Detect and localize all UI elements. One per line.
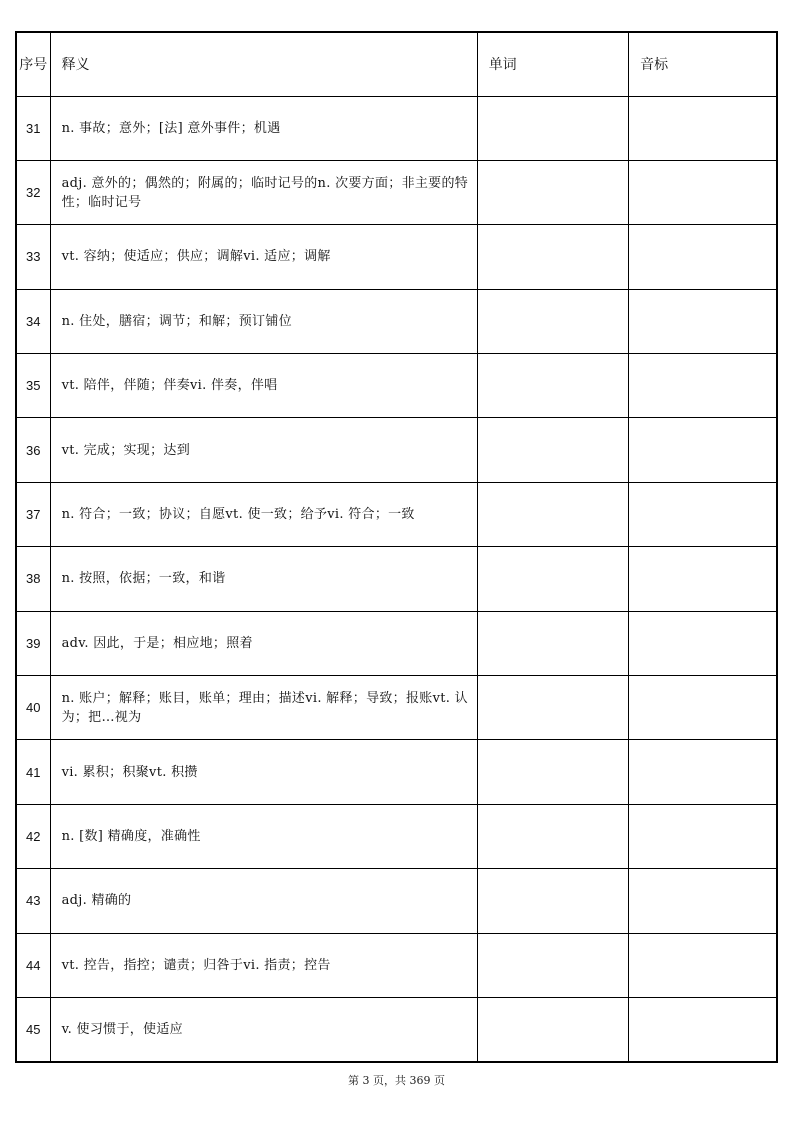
phonetic-input-cell[interactable] (629, 611, 777, 675)
table-row (16, 547, 777, 611)
row-number: 44 (16, 933, 50, 997)
row-definition: adv. 因此，于是；相应地；照着 (50, 611, 477, 675)
phonetic-input-cell[interactable] (629, 740, 777, 804)
phonetic-input-cell[interactable] (629, 160, 777, 224)
word-input-cell[interactable] (477, 804, 628, 868)
table-row (16, 676, 777, 740)
row-number: 31 (16, 96, 50, 160)
row-number: 39 (16, 611, 50, 675)
header-phonetic: 音标 (629, 32, 777, 96)
word-input-cell[interactable] (477, 289, 628, 353)
row-definition: n. [数] 精确度，准确性 (50, 804, 477, 868)
page-number-footer: 第 3 页，共 369 页 (348, 1074, 445, 1087)
table-row (16, 418, 777, 482)
row-number: 45 (16, 997, 50, 1061)
phonetic-input-cell[interactable] (629, 547, 777, 611)
phonetic-input-cell[interactable] (629, 997, 777, 1061)
table-row (16, 611, 777, 675)
phonetic-input-cell[interactable] (629, 869, 777, 933)
row-number: 35 (16, 354, 50, 418)
row-definition: adj. 意外的；偶然的；附属的；临时记号的n. 次要方面；非主要的特性；临时记号 (50, 160, 477, 224)
phonetic-input-cell[interactable] (629, 933, 777, 997)
word-input-cell[interactable] (477, 869, 628, 933)
word-input-cell[interactable] (477, 611, 628, 675)
row-definition: vt. 容纳；使适应；供应；调解vi. 适应；调解 (50, 225, 477, 289)
row-number: 34 (16, 289, 50, 353)
word-input-cell[interactable] (477, 354, 628, 418)
row-definition: vt. 完成；实现；达到 (50, 418, 477, 482)
vocab-table (15, 31, 778, 1063)
table-row (16, 354, 777, 418)
phonetic-input-cell[interactable] (629, 354, 777, 418)
row-number: 41 (16, 740, 50, 804)
table-row (16, 869, 777, 933)
row-definition: n. 住处，膳宿；调节；和解；预订铺位 (50, 289, 477, 353)
row-definition: n. 账户；解释；账目，账单；理由；描述vi. 解释；导致；报账vt. 认为；把…视为 (50, 676, 477, 740)
table-row (16, 160, 777, 224)
word-input-cell[interactable] (477, 997, 628, 1061)
word-input-cell[interactable] (477, 160, 628, 224)
row-number: 33 (16, 225, 50, 289)
row-number: 32 (16, 160, 50, 224)
phonetic-input-cell[interactable] (629, 676, 777, 740)
row-definition: v. 使习惯于，使适应 (50, 997, 477, 1061)
table-row (16, 96, 777, 160)
row-number: 36 (16, 418, 50, 482)
word-input-cell[interactable] (477, 547, 628, 611)
table-row (16, 225, 777, 289)
row-number: 42 (16, 804, 50, 868)
row-number: 43 (16, 869, 50, 933)
phonetic-input-cell[interactable] (629, 418, 777, 482)
row-definition: n. 事故；意外；[法] 意外事件；机遇 (50, 96, 477, 160)
row-number: 40 (16, 676, 50, 740)
word-input-cell[interactable] (477, 225, 628, 289)
word-input-cell[interactable] (477, 676, 628, 740)
table-row (16, 804, 777, 868)
word-input-cell[interactable] (477, 418, 628, 482)
row-definition: vt. 陪伴，伴随；伴奏vi. 伴奏，伴唱 (50, 354, 477, 418)
table-header-row (16, 32, 777, 96)
word-input-cell[interactable] (477, 482, 628, 546)
header-definition: 释义 (50, 32, 477, 96)
row-definition: n. 符合；一致；协议；自愿vt. 使一致；给予vi. 符合；一致 (50, 482, 477, 546)
row-definition: vt. 控告，指控；谴责；归咎于vi. 指责；控告 (50, 933, 477, 997)
phonetic-input-cell[interactable] (629, 804, 777, 868)
phonetic-input-cell[interactable] (629, 289, 777, 353)
row-definition: vi. 累积；积聚vt. 积攒 (50, 740, 477, 804)
phonetic-input-cell[interactable] (629, 482, 777, 546)
row-number: 38 (16, 547, 50, 611)
table-row (16, 740, 777, 804)
row-number: 37 (16, 482, 50, 546)
table-row (16, 482, 777, 546)
word-input-cell[interactable] (477, 740, 628, 804)
table-row (16, 289, 777, 353)
table-row (16, 997, 777, 1061)
phonetic-input-cell[interactable] (629, 225, 777, 289)
row-definition: adj. 精确的 (50, 869, 477, 933)
word-input-cell[interactable] (477, 933, 628, 997)
header-word: 单词 (477, 32, 628, 96)
phonetic-input-cell[interactable] (629, 96, 777, 160)
header-no: 序号 (16, 32, 50, 96)
row-definition: n. 按照，依据；一致，和谐 (50, 547, 477, 611)
word-input-cell[interactable] (477, 96, 628, 160)
table-row (16, 933, 777, 997)
